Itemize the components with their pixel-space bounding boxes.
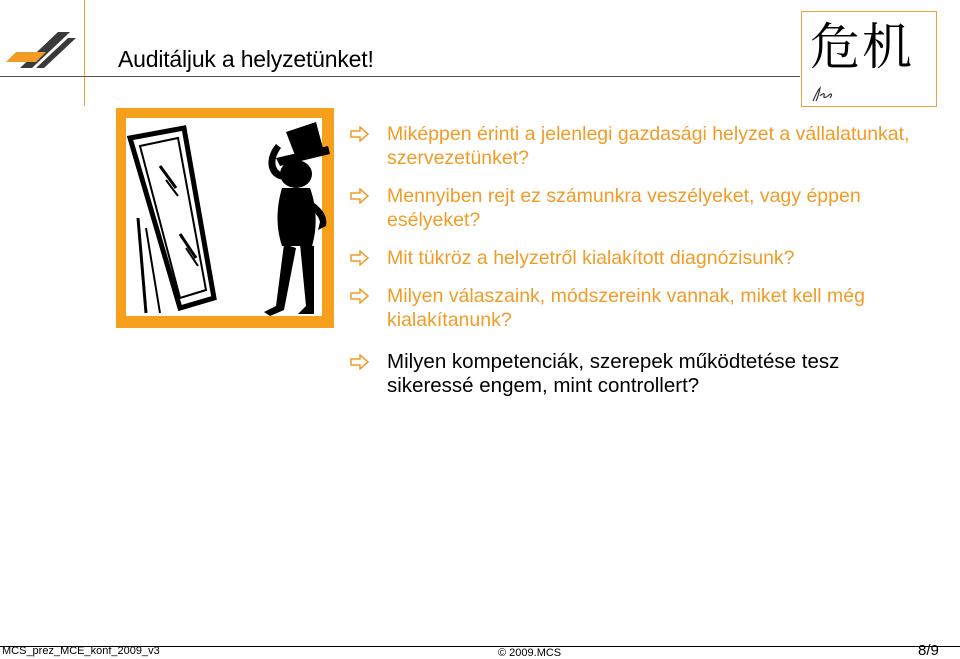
company-logo [6, 28, 78, 74]
signature-icon [810, 84, 836, 104]
list-item [350, 122, 930, 170]
list-item-text: Mennyiben rejt ez számunkra veszélyeket, vagy éppen esélyeket? [387, 185, 861, 231]
list-item [350, 350, 930, 398]
list-item [350, 184, 930, 232]
list-item [350, 246, 930, 270]
hollow-right-arrow-icon [350, 288, 370, 304]
page-number: 8/9 [918, 642, 939, 659]
list-item-text: Milyen válaszaink, módszereink vannak, miket kell még kialakítanunk? [387, 285, 865, 331]
header-accent-line [84, 0, 85, 106]
list-item [350, 284, 930, 332]
mirror-figure-drawing [116, 108, 334, 328]
hollow-right-arrow-icon [350, 188, 370, 204]
hollow-right-arrow-icon [350, 126, 370, 142]
slide-title: Auditáljuk a helyzetünket! [118, 46, 374, 72]
hollow-right-arrow-icon [350, 250, 370, 266]
list-item-text: Milyen kompetenciák, szerepek működtetése tesz sikeressé engem, mint controllert? [387, 350, 840, 397]
hollow-right-arrow-icon [350, 354, 370, 370]
crisis-symbol: 危机 [810, 18, 914, 76]
footer-file-name: MCS_prez_MCE_konf_2009_v3 [2, 645, 160, 657]
question-list [350, 122, 930, 398]
list-item-text: Miképpen érinti a jelenlegi gazdasági helyzet a vállalatunkat, szervezetünket? [387, 123, 910, 169]
list-item-text: Mit tükröz a helyzetről kialakított diagnózisunk? [387, 247, 795, 269]
header-divider [0, 76, 800, 77]
footer-copyright: © 2009.MCS [498, 647, 562, 659]
mirror-illustration [116, 108, 334, 328]
crisis-symbol-box [801, 11, 937, 107]
